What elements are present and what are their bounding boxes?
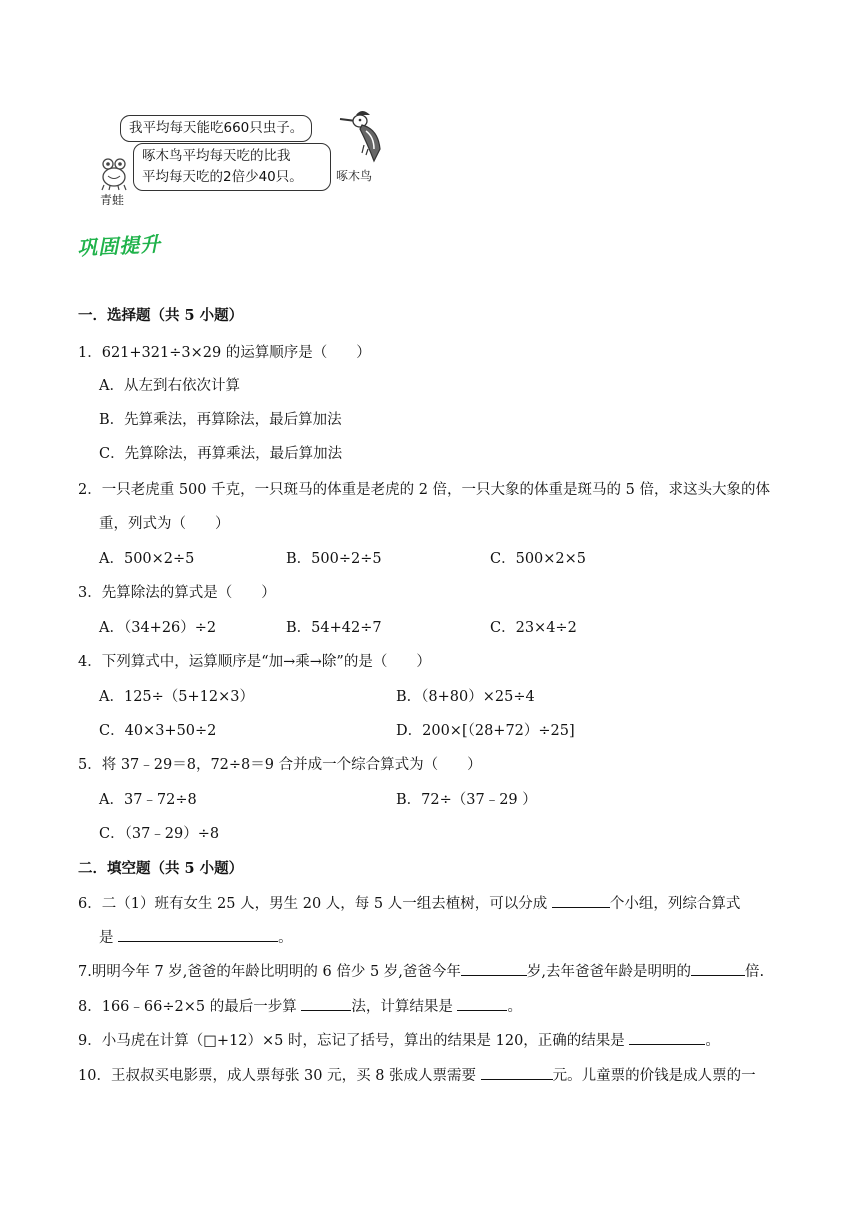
- q8-text-b: 法，计算结果是: [351, 999, 458, 1015]
- q10-line: [78, 1064, 756, 1085]
- q10-text-b: 元。儿童票的价钱是成人票的一: [552, 1068, 756, 1084]
- q2-option-b: B．500÷2÷5: [286, 551, 382, 567]
- q2-option-a: A．500×2÷5: [99, 551, 195, 567]
- q7-text-c: 倍.: [745, 964, 765, 980]
- speech-bubble-frog: [133, 143, 331, 191]
- q6-answer-blank-2[interactable]: [118, 927, 278, 942]
- q5-option-a: A．37﹣72÷8: [99, 792, 197, 808]
- q8-line: [78, 995, 522, 1016]
- q9-line: [78, 1029, 720, 1050]
- q6-text-c: 是: [99, 930, 119, 946]
- section2-title: 二．填空题（共 5 小题）: [78, 860, 244, 877]
- q9-answer-blank[interactable]: [629, 1030, 705, 1045]
- q1-option-b: B．先算乘法，再算除法，最后算加法: [99, 412, 342, 428]
- q5-stem: 5．将 37﹣29＝8，72÷8＝9 合并成一个综合算式为（ ）: [78, 757, 482, 773]
- section-banner: 巩固提升: [76, 231, 162, 261]
- q8-answer-blank-1[interactable]: [301, 996, 351, 1011]
- q6-text-a: 6．二（1）班有女生 25 人，男生 20 人，每 5 人一组去植树，可以分成: [78, 896, 552, 912]
- bubble1-text: 我平均每天能吃660只虫子。: [129, 120, 304, 136]
- q4-option-c: C．40×3+50÷2: [99, 723, 217, 739]
- bubble2-line2: 平均每天吃的2倍少40只。: [142, 169, 303, 185]
- q4-stem: 4．下列算式中，运算顺序是“加→乘→除”的是（ ）: [78, 654, 431, 670]
- q4-option-b: B．（8+80）×25÷4: [396, 689, 535, 705]
- q5-option-c: C．（37﹣29）÷8: [99, 826, 220, 842]
- q7-answer-blank-2[interactable]: [691, 961, 745, 976]
- woodpecker-icon: [338, 105, 388, 165]
- q6-text-d: 。: [278, 930, 293, 946]
- q5-option-b: B．72÷（37﹣29 ）: [396, 792, 537, 808]
- frog-icon: [100, 157, 128, 191]
- q1-stem: 1．621+321÷3×29 的运算顺序是（ ）: [78, 345, 371, 361]
- q2-option-c: C．500×2×5: [490, 551, 587, 567]
- bird-label: 啄木鸟: [336, 169, 373, 183]
- section1-title: 一．选择题（共 5 小题）: [78, 307, 244, 324]
- q10-text-a: 10．王叔叔买电影票，成人票每张 30 元，买 8 张成人票需要: [78, 1068, 481, 1084]
- q3-option-c: C．23×4÷2: [490, 620, 577, 636]
- q2-stem-line2: 重，列式为（ ）: [99, 516, 230, 532]
- q6-line1: [78, 892, 740, 913]
- word-problem-illustration: [100, 105, 385, 205]
- q4-option-d: D．200×[（28+72）÷25]: [396, 723, 575, 739]
- q6-answer-blank-1[interactable]: [552, 893, 610, 908]
- q8-answer-blank-2[interactable]: [457, 996, 507, 1011]
- q9-text-b: 。: [705, 1033, 720, 1049]
- q8-text-a: 8．166﹣66÷2×5 的最后一步算: [78, 999, 302, 1015]
- q9-text-a: 9．小马虎在计算（□+12）×5 时，忘记了括号，算出的结果是 120，正确的结果是: [78, 1033, 630, 1049]
- frog-label: 青蛙: [100, 193, 125, 207]
- q6-text-b: 个小组，列综合算式: [609, 896, 741, 912]
- q4-option-a: A．125÷（5+12×3）: [99, 689, 254, 705]
- q7-text-b: 岁,去年爸爸年龄是明明的: [526, 964, 691, 980]
- bubble2-line1: 啄木鸟平均每天吃的比我: [142, 148, 291, 164]
- q7-line: [78, 960, 764, 981]
- q8-text-c: 。: [507, 999, 522, 1015]
- q3-stem: 3．先算除法的算式是（ ）: [78, 585, 276, 601]
- q7-text-a: 7.明明今年 7 岁,爸爸的年龄比明明的 6 倍少 5 岁,爸爸今年: [78, 964, 461, 980]
- q3-option-b: B．54+42÷7: [286, 620, 382, 636]
- speech-bubble-bird: [120, 115, 312, 142]
- q2-stem-line1: 2．一只老虎重 500 千克，一只斑马的体重是老虎的 2 倍，一只大象的体重是斑马的 5 倍，求这头大象的体: [78, 482, 771, 498]
- q3-option-a: A．（34+26）÷2: [99, 620, 217, 636]
- q6-line2: [99, 926, 293, 947]
- q7-answer-blank-1[interactable]: [461, 961, 527, 976]
- q1-option-a: A．从左到右依次计算: [99, 378, 240, 394]
- q1-option-c: C．先算除法，再算乘法，最后算加法: [99, 446, 343, 462]
- q10-answer-blank[interactable]: [481, 1065, 553, 1080]
